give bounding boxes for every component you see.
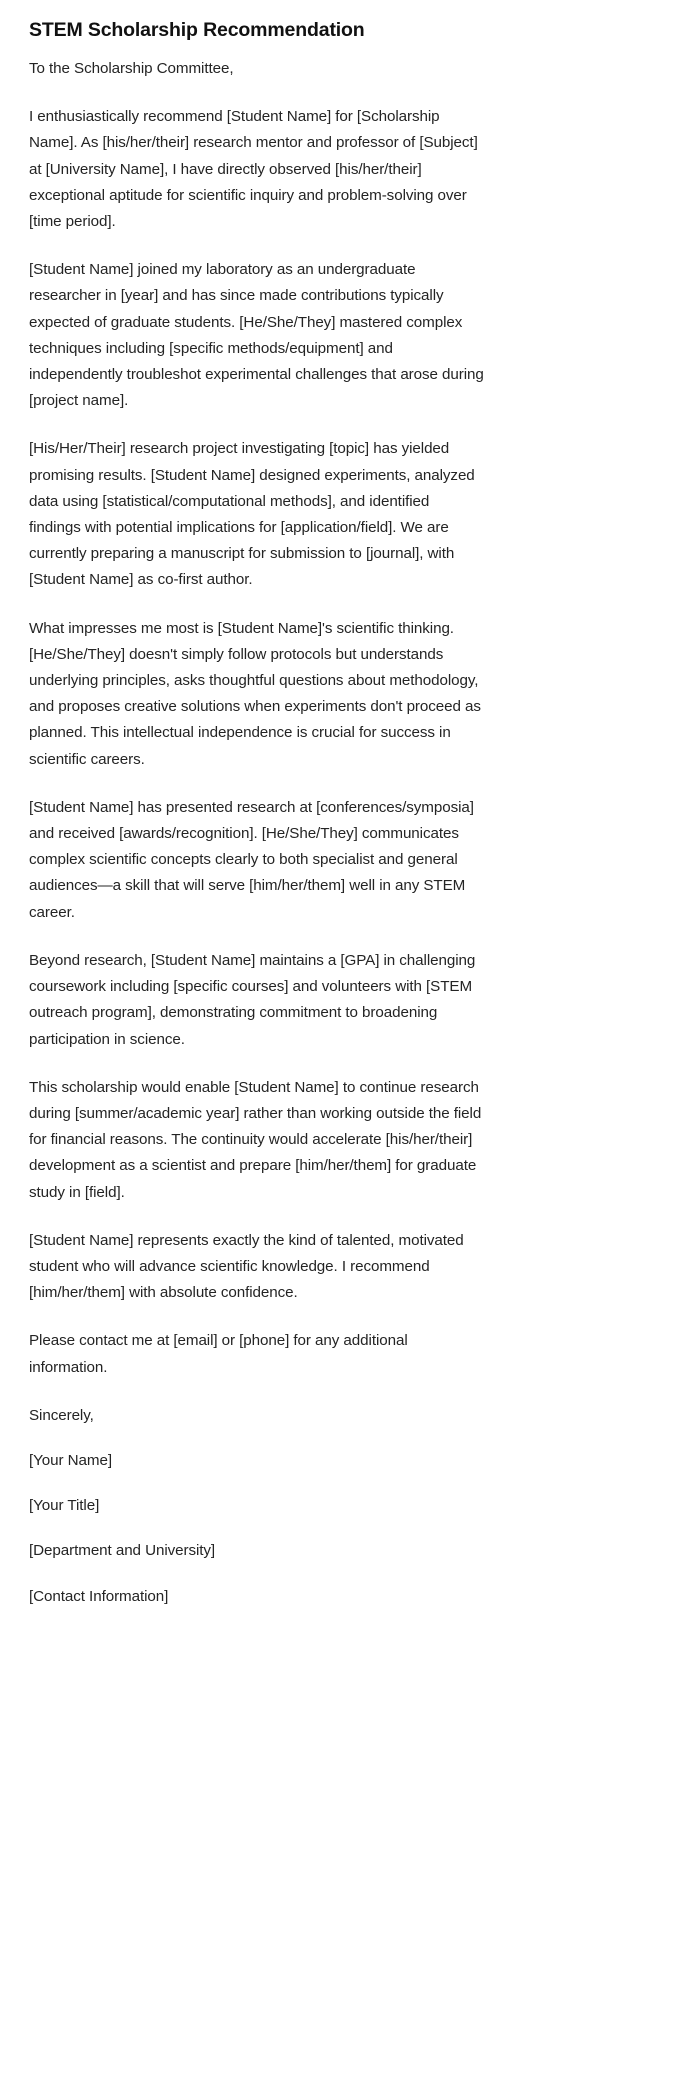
body-paragraph-4: What impresses me most is [Student Name]'s scientific thinking. [He/She/They] doesn't simply follow protocols but understands underlying principles, asks thoughtful questions about methodology, and proposes creative solutions when experiments don't proceed as planned. This intellectual independence is crucial for success in scientific careers. [29, 619, 481, 768]
closing-line: Sincerely, [29, 1406, 94, 1424]
body-paragraph-5: [Student Name] has presented research at [conferences/symposia] and received [awards/recognition]. [He/She/They] communicates complex scientific concepts clearly to both specialist and general audiences—a skill that will serve [him/her/them] well in any STEM career. [29, 798, 474, 921]
signature-department-university: [Department and University] [29, 1542, 216, 1560]
body-paragraph-8: [Student Name] represents exactly the kind of talented, motivated student who will advance scientific knowledge. I recommend [him/her/them] with absolute confidence. [29, 1231, 464, 1302]
contact-paragraph: Please contact me at [email] or [phone] for any additional information. [29, 1332, 408, 1376]
body-paragraph-6: Beyond research, [Student Name] maintains a [GPA] in challenging coursework including [specific courses] and volunteers with [STEM outreach program], demonstrating commitment to broadening participation in science. [29, 951, 476, 1048]
page-title: STEM Scholarship Recommendation [29, 19, 365, 41]
body-paragraph-3: [His/Her/Their] research project investigating [topic] has yielded promising results. [Student Name] designed experiments, analyzed data using [statistical/computational methods], and identified findings with potential implications for [application/field]. We are currently preparing a manuscript for submission to [journal], with [Student Name] as co-first author. [29, 440, 475, 589]
body-paragraph-2: [Student Name] joined my laboratory as an undergraduate researcher in [year] and has since made contributions typically expected of graduate students. [He/She/They] mastered complex techniques including [specific methods/equipment] and independently troubleshot experimental challenges that arose during [project name]. [29, 261, 484, 410]
signature-your-name: [Your Name] [29, 1451, 112, 1469]
body-paragraph-1: I enthusiastically recommend [Student Name] for [Scholarship Name]. As [his/her/their] research mentor and professor of [Subject] at [University Name], I have directly observed [his/her/their] exceptional aptitude for scientific inquiry and problem-solving over [time period]. [29, 108, 478, 231]
signature-contact-information: [Contact Information] [29, 1587, 169, 1605]
salutation-line: To the Scholarship Committee, [29, 60, 234, 77]
signature-your-title: [Your Title] [29, 1497, 100, 1515]
body-paragraph-7: This scholarship would enable [Student Name] to continue research during [summer/academic year] rather than working outside the field for financial reasons. The continuity would accelerate [his/her/their] development as a scientist and prepare [him/her/them] for graduate study in [field]. [29, 1078, 482, 1201]
